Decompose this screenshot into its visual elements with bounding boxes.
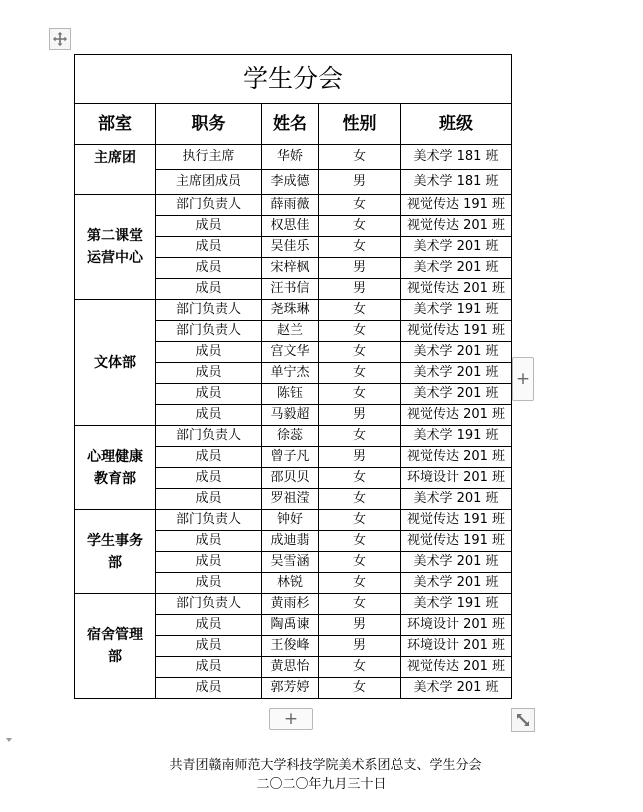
cell-class: 视觉传达 191 班 bbox=[401, 531, 512, 552]
add-column-button[interactable] bbox=[512, 357, 534, 401]
cell-class: 环境设计 201 班 bbox=[401, 615, 512, 636]
cell-class: 视觉传达 201 班 bbox=[401, 657, 512, 678]
footer-organization-text: 共青团赣南师范大学科技学院美术系团总支、学生分会 bbox=[169, 758, 482, 773]
cell-name: 黄思怡 bbox=[262, 657, 319, 678]
cell-name: 徐蕊 bbox=[262, 426, 319, 447]
cell-name: 陶禹谏 bbox=[262, 615, 319, 636]
cell-role: 主席团成员 bbox=[156, 170, 262, 195]
cell-role: 成员 bbox=[156, 384, 262, 405]
cell-gender: 女 bbox=[319, 657, 401, 678]
table-resize-handle[interactable] bbox=[511, 708, 535, 732]
cell-name: 宫文华 bbox=[262, 342, 319, 363]
cell-name: 成迪翡 bbox=[262, 531, 319, 552]
plus-icon: + bbox=[283, 709, 299, 729]
cell-class: 美术学 191 班 bbox=[401, 426, 512, 447]
cell-role: 成员 bbox=[156, 468, 262, 489]
cell-gender: 女 bbox=[319, 678, 401, 699]
cell-gender: 女 bbox=[319, 321, 401, 342]
department-cell: 宿舍管理部 bbox=[75, 594, 156, 699]
cell-name: 林锐 bbox=[262, 573, 319, 594]
cell-name: 黄雨杉 bbox=[262, 594, 319, 615]
header-name: 姓名 bbox=[262, 104, 319, 145]
cell-role: 成员 bbox=[156, 363, 262, 384]
cell-name: 钟好 bbox=[262, 510, 319, 531]
plus-icon: + bbox=[515, 369, 531, 389]
table-row bbox=[75, 195, 512, 216]
cell-role: 成员 bbox=[156, 657, 262, 678]
table-row bbox=[75, 145, 512, 170]
cell-name: 马毅超 bbox=[262, 405, 319, 426]
cell-class: 美术学 201 班 bbox=[401, 237, 512, 258]
cell-role: 成员 bbox=[156, 531, 262, 552]
resize-diagonal-icon bbox=[515, 712, 531, 728]
cell-name: 王俊峰 bbox=[262, 636, 319, 657]
cell-gender: 男 bbox=[319, 636, 401, 657]
cell-class: 视觉传达 191 班 bbox=[401, 510, 512, 531]
student-union-table bbox=[74, 54, 512, 699]
department-cell: 文体部 bbox=[75, 300, 156, 426]
department-cell: 学生事务部 bbox=[75, 510, 156, 594]
header-gender: 性别 bbox=[319, 104, 401, 145]
cell-class: 美术学 181 班 bbox=[401, 170, 512, 195]
cell-class: 美术学 201 班 bbox=[401, 678, 512, 699]
cell-name: 吴雪涵 bbox=[262, 552, 319, 573]
cell-class: 视觉传达 201 班 bbox=[401, 405, 512, 426]
cell-gender: 男 bbox=[319, 615, 401, 636]
footer-organization bbox=[0, 754, 643, 773]
table-row bbox=[75, 426, 512, 447]
cell-class: 环境设计 201 班 bbox=[401, 636, 512, 657]
cell-gender: 女 bbox=[319, 384, 401, 405]
cell-name: 薛雨薇 bbox=[262, 195, 319, 216]
cell-class: 美术学 201 班 bbox=[401, 363, 512, 384]
title-row bbox=[75, 55, 512, 104]
cell-name: 郭芳婷 bbox=[262, 678, 319, 699]
cell-class: 美术学 191 班 bbox=[401, 300, 512, 321]
cell-class: 视觉传达 201 班 bbox=[401, 216, 512, 237]
cell-role: 成员 bbox=[156, 573, 262, 594]
cell-gender: 女 bbox=[319, 468, 401, 489]
department-cell: 第二课堂运营中心 bbox=[75, 195, 156, 300]
cell-role: 成员 bbox=[156, 342, 262, 363]
cell-gender: 女 bbox=[319, 510, 401, 531]
cell-class: 美术学 201 班 bbox=[401, 573, 512, 594]
department-cell: 心理健康教育部 bbox=[75, 426, 156, 510]
cell-role: 部门负责人 bbox=[156, 195, 262, 216]
cell-role: 成员 bbox=[156, 258, 262, 279]
cell-role: 成员 bbox=[156, 405, 262, 426]
department-cell: 主席团 bbox=[75, 145, 156, 195]
cell-role: 成员 bbox=[156, 636, 262, 657]
cell-name: 邵贝贝 bbox=[262, 468, 319, 489]
cell-gender: 女 bbox=[319, 573, 401, 594]
cell-role: 成员 bbox=[156, 489, 262, 510]
cell-role: 执行主席 bbox=[156, 145, 262, 170]
cell-gender: 女 bbox=[319, 300, 401, 321]
cell-gender: 女 bbox=[319, 363, 401, 384]
table-row bbox=[75, 510, 512, 531]
table-move-handle[interactable] bbox=[49, 28, 71, 50]
table-title: 学生分会 bbox=[75, 55, 512, 104]
cell-gender: 男 bbox=[319, 447, 401, 468]
cell-role: 部门负责人 bbox=[156, 594, 262, 615]
cell-name: 华娇 bbox=[262, 145, 319, 170]
cell-name: 罗祖滢 bbox=[262, 489, 319, 510]
cell-class: 环境设计 201 班 bbox=[401, 468, 512, 489]
cell-class: 美术学 201 班 bbox=[401, 258, 512, 279]
cell-name: 李成德 bbox=[262, 170, 319, 195]
cell-gender: 男 bbox=[319, 279, 401, 300]
cell-name: 权思佳 bbox=[262, 216, 319, 237]
cell-name: 陈钰 bbox=[262, 384, 319, 405]
cell-name: 曾子凡 bbox=[262, 447, 319, 468]
collapse-caret-icon bbox=[6, 738, 12, 742]
cell-role: 部门负责人 bbox=[156, 321, 262, 342]
cell-name: 单宁杰 bbox=[262, 363, 319, 384]
cell-gender: 女 bbox=[319, 594, 401, 615]
cell-gender: 男 bbox=[319, 405, 401, 426]
cell-class: 美术学 201 班 bbox=[401, 489, 512, 510]
header-role: 职务 bbox=[156, 104, 262, 145]
cell-role: 部门负责人 bbox=[156, 300, 262, 321]
cell-class: 视觉传达 191 班 bbox=[401, 195, 512, 216]
footer-date: 二〇二〇年九月三十日 bbox=[256, 777, 387, 792]
cell-name: 尧珠琳 bbox=[262, 300, 319, 321]
cell-class: 视觉传达 191 班 bbox=[401, 321, 512, 342]
cell-gender: 女 bbox=[319, 237, 401, 258]
table-row bbox=[75, 594, 512, 615]
cell-name: 汪书信 bbox=[262, 279, 319, 300]
add-row-button[interactable] bbox=[269, 708, 313, 730]
header-class: 班级 bbox=[401, 104, 512, 145]
cell-role: 成员 bbox=[156, 216, 262, 237]
cell-gender: 女 bbox=[319, 552, 401, 573]
cell-class: 视觉传达 201 班 bbox=[401, 279, 512, 300]
cell-class: 美术学 191 班 bbox=[401, 594, 512, 615]
move-arrows-icon bbox=[52, 31, 68, 47]
cell-gender: 女 bbox=[319, 195, 401, 216]
cell-role: 成员 bbox=[156, 552, 262, 573]
cell-role: 部门负责人 bbox=[156, 510, 262, 531]
cell-name: 宋梓枫 bbox=[262, 258, 319, 279]
cell-name: 吴佳乐 bbox=[262, 237, 319, 258]
cell-name: 赵兰 bbox=[262, 321, 319, 342]
cell-gender: 女 bbox=[319, 216, 401, 237]
header-department: 部室 bbox=[75, 104, 156, 145]
cell-class: 美术学 201 班 bbox=[401, 384, 512, 405]
cell-class: 美术学 201 班 bbox=[401, 342, 512, 363]
table-row bbox=[75, 300, 512, 321]
cell-gender: 女 bbox=[319, 531, 401, 552]
cell-role: 成员 bbox=[156, 279, 262, 300]
cell-role: 成员 bbox=[156, 237, 262, 258]
cell-class: 美术学 201 班 bbox=[401, 552, 512, 573]
cell-gender: 女 bbox=[319, 426, 401, 447]
cell-gender: 女 bbox=[319, 145, 401, 170]
cell-gender: 男 bbox=[319, 170, 401, 195]
cell-class: 美术学 181 班 bbox=[401, 145, 512, 170]
cell-role: 成员 bbox=[156, 678, 262, 699]
cell-gender: 男 bbox=[319, 258, 401, 279]
cell-class: 视觉传达 201 班 bbox=[401, 447, 512, 468]
cell-gender: 女 bbox=[319, 342, 401, 363]
cell-role: 成员 bbox=[156, 615, 262, 636]
cell-role: 成员 bbox=[156, 447, 262, 468]
header-row bbox=[75, 104, 512, 145]
cell-gender: 女 bbox=[319, 489, 401, 510]
cell-role: 部门负责人 bbox=[156, 426, 262, 447]
